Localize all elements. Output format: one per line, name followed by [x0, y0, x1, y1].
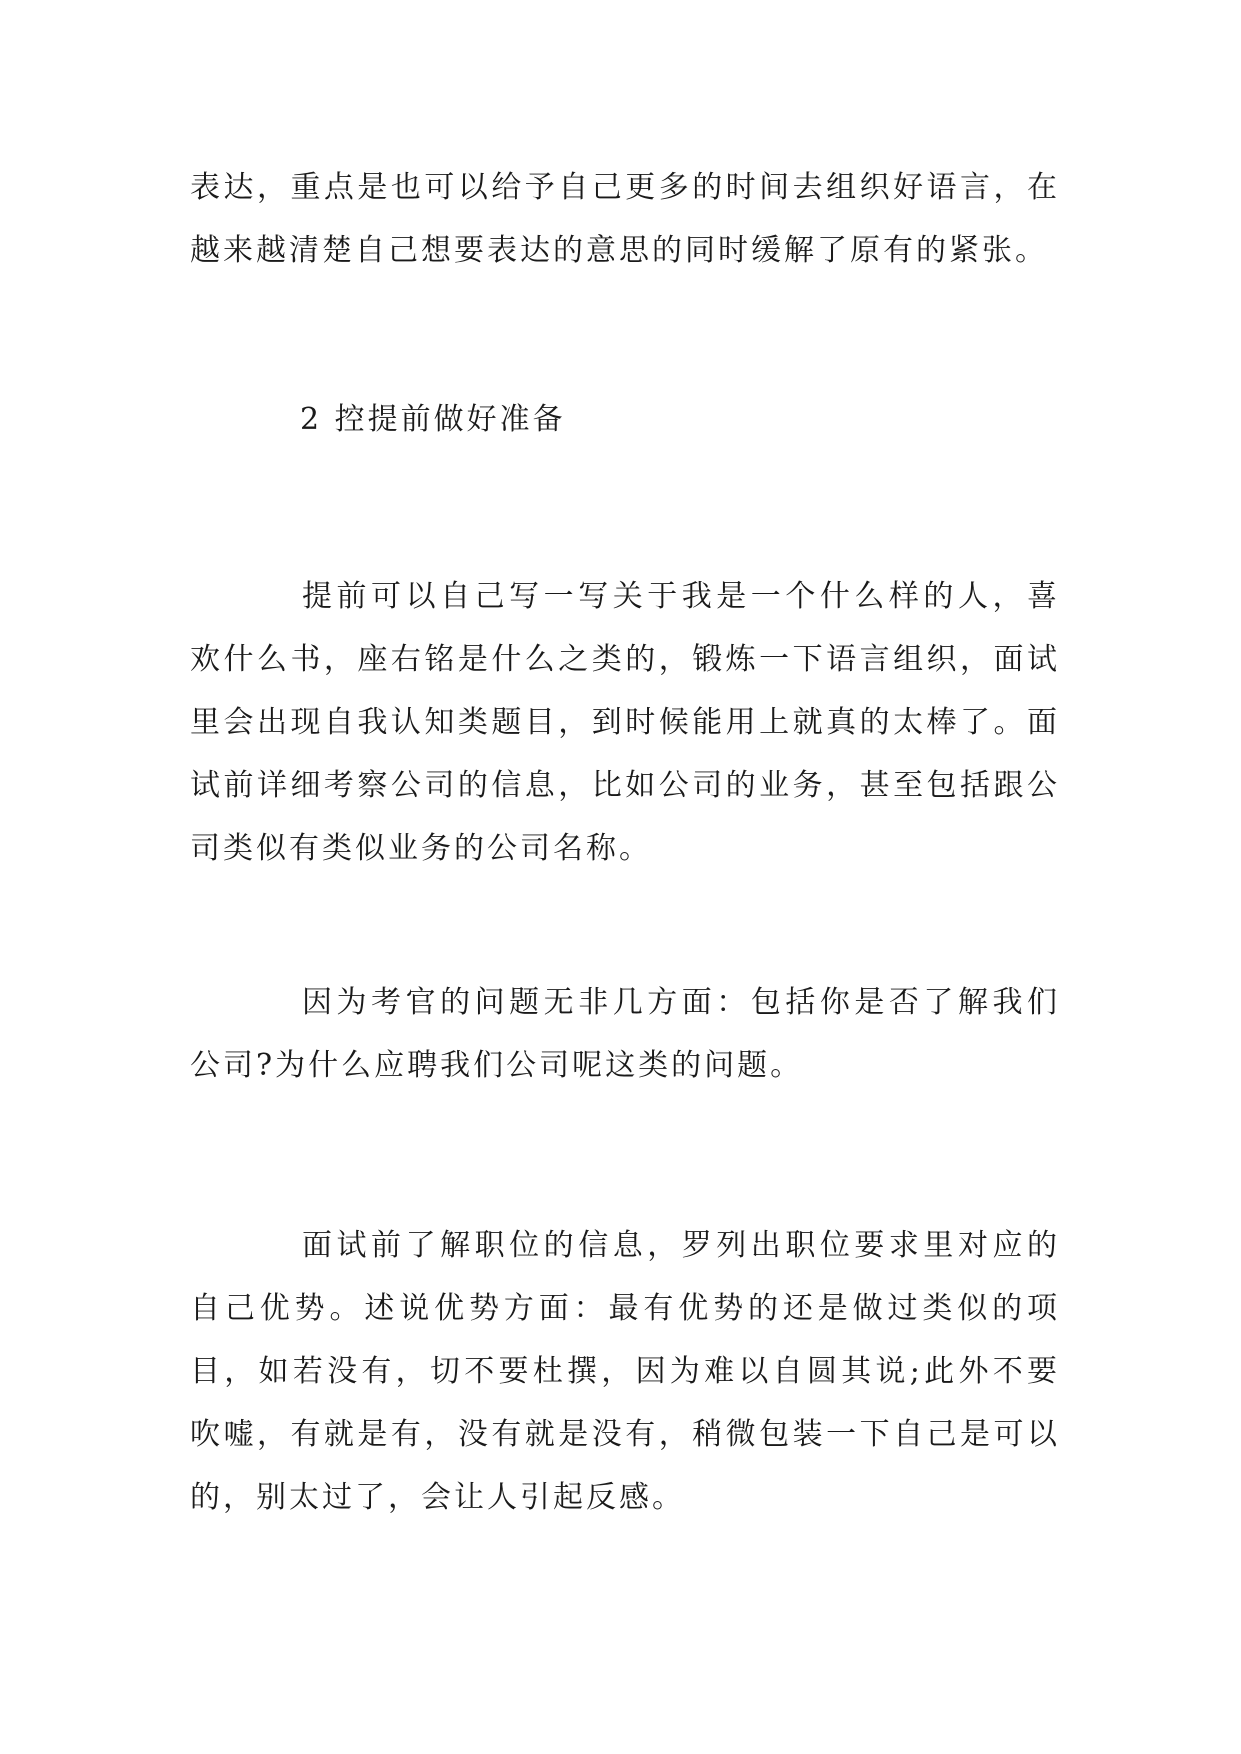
paragraph-continuation: 表达，重点是也可以给予自己更多的时间去组织好语言，在越来越清楚自己想要表达的意思的同时缓解了原有的紧张。	[190, 170, 1060, 268]
section-heading: 2 控提前做好准备	[300, 402, 566, 437]
paragraph-interviewer-questions: 因为考官的问题无非几方面：包括你是否了解我们公司?为什么应聘我们公司呢这类的问题。	[190, 985, 1060, 1083]
paragraph-preparation: 提前可以自己写一写关于我是一个什么样的人，喜欢什么书，座右铭是什么之类的，锻炼一下语言组织，面试里会出现自我认知类题目，到时候能用上就真的太棒了。面试前详细考察公司的信息，比如公司的业务，甚至包括跟公司类似有类似业务的公司名称。	[190, 579, 1060, 866]
paragraph-position-advantages: 面试前了解职位的信息，罗列出职位要求里对应的自己优势。述说优势方面：最有优势的还是做过类似的项目，如若没有，切不要杜撰，因为难以自圆其说;此外不要吹嘘，有就是有，没有就是没有，稍微包装一下自己是可以的，别太过了，会让人引起反感。	[190, 1228, 1060, 1515]
